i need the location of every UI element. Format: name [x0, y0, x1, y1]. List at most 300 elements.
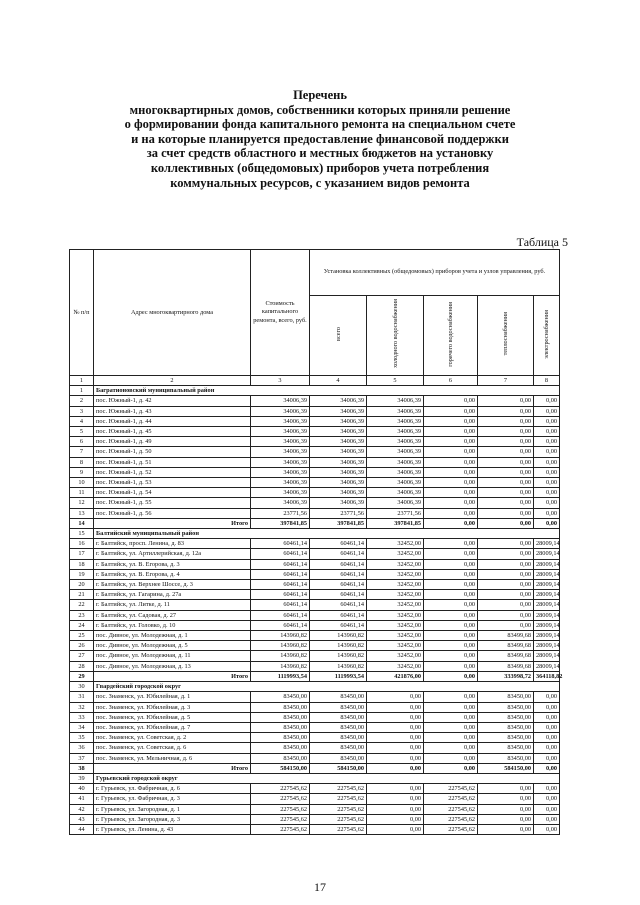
- value-cell: 28009,14: [534, 580, 560, 590]
- header-heat: теплоснабжения: [478, 296, 534, 376]
- row-number: 34: [70, 722, 94, 732]
- address-cell: пос. Южный-1, д. 42: [94, 396, 251, 406]
- value-cell: 0,00: [534, 457, 560, 467]
- table-row: [70, 784, 560, 794]
- value-cell: 0,00: [424, 702, 478, 712]
- table-row: [70, 427, 560, 437]
- value-cell: 34006,39: [251, 427, 310, 437]
- value-cell: 0,00: [424, 743, 478, 753]
- value-cell: 0,00: [478, 416, 534, 426]
- address-cell: пос. Знаменск, ул. Юбилейная, д. 7: [94, 722, 251, 732]
- value-cell: 34006,39: [367, 416, 424, 426]
- row-number: 29: [70, 671, 94, 681]
- value-cell: 28009,14: [534, 549, 560, 559]
- header-num: № п/п: [70, 250, 94, 376]
- value-cell: 23771,56: [367, 508, 424, 518]
- value-cell: 0,00: [367, 814, 424, 824]
- value-cell: 0,00: [534, 437, 560, 447]
- value-cell: 143960,82: [251, 641, 310, 651]
- table-row: [70, 814, 560, 824]
- value-cell: 83450,00: [478, 692, 534, 702]
- value-cell: 0,00: [534, 508, 560, 518]
- title-line: коллективных (общедомовых) приборов учета потребления: [150, 160, 490, 175]
- value-cell: 0,00: [424, 631, 478, 641]
- value-cell: 143960,82: [310, 661, 367, 671]
- row-number: 13: [70, 508, 94, 518]
- value-cell: 0,00: [367, 824, 424, 834]
- value-cell: 0,00: [534, 722, 560, 732]
- value-cell: 83450,00: [251, 722, 310, 732]
- table-row: [70, 712, 560, 722]
- table-row: [70, 620, 560, 630]
- value-cell: 60461,14: [310, 620, 367, 630]
- value-cell: 83450,00: [478, 722, 534, 732]
- address-cell: пос. Знаменск, ул. Мельничная, д. 6: [94, 753, 251, 763]
- value-cell: 83450,00: [478, 712, 534, 722]
- row-number: 24: [70, 620, 94, 630]
- value-cell: 34006,39: [367, 396, 424, 406]
- value-cell: 143960,82: [310, 651, 367, 661]
- value-cell: 60461,14: [310, 590, 367, 600]
- value-cell: 32452,00: [367, 610, 424, 620]
- address-cell: г. Балтийск, просп. Ленина, д. 83: [94, 539, 251, 549]
- title-line: и на которые планируется предоставление финансовой поддержки: [131, 131, 509, 146]
- value-cell: 227545,62: [251, 814, 310, 824]
- value-cell: 0,00: [424, 457, 478, 467]
- col-number: 4: [310, 376, 367, 386]
- address-cell: г. Гурьевск, ул. Фабричная, д. 6: [94, 784, 251, 794]
- table-row: [70, 631, 560, 641]
- value-cell: 60461,14: [251, 610, 310, 620]
- table-row: [70, 733, 560, 743]
- header-elec: электроснабжения: [534, 296, 560, 376]
- row-number: 28: [70, 661, 94, 671]
- value-cell: 0,00: [534, 702, 560, 712]
- value-cell: 32452,00: [367, 569, 424, 579]
- value-cell: 227545,62: [251, 804, 310, 814]
- header-address: Адрес многоквартирного дома: [94, 250, 251, 376]
- value-cell: 83450,00: [251, 743, 310, 753]
- title-line: Перечень: [293, 88, 347, 102]
- value-cell: 0,00: [424, 620, 478, 630]
- value-cell: 34006,39: [310, 498, 367, 508]
- value-cell: 28009,14: [534, 620, 560, 630]
- table-row: [70, 692, 560, 702]
- value-cell: 0,00: [478, 488, 534, 498]
- table-row: [70, 396, 560, 406]
- value-cell: 0,00: [534, 467, 560, 477]
- value-cell: 34006,39: [251, 396, 310, 406]
- value-cell: 0,00: [534, 478, 560, 488]
- value-cell: 0,00: [367, 692, 424, 702]
- header-hot: горячего водоснабжения: [424, 296, 478, 376]
- total-value: 584150,00: [478, 763, 534, 773]
- total-value: 584150,00: [310, 763, 367, 773]
- value-cell: 0,00: [534, 814, 560, 824]
- value-cell: 227545,62: [251, 784, 310, 794]
- table-row: [70, 641, 560, 651]
- table-row: [70, 580, 560, 590]
- value-cell: 0,00: [478, 447, 534, 457]
- value-cell: 0,00: [424, 488, 478, 498]
- value-cell: 34006,39: [367, 478, 424, 488]
- total-value: 0,00: [478, 518, 534, 528]
- value-cell: 0,00: [478, 457, 534, 467]
- col-number: 1: [70, 376, 94, 386]
- row-number: 7: [70, 447, 94, 457]
- title-line: многоквартирных домов, собственники которых приняли решение: [129, 102, 511, 117]
- value-cell: 143960,82: [310, 631, 367, 641]
- row-number: 3: [70, 406, 94, 416]
- row-number: 33: [70, 712, 94, 722]
- value-cell: 34006,39: [251, 488, 310, 498]
- value-cell: 227545,62: [424, 804, 478, 814]
- header-cost: Стоимость капитального ремонта, всего, руб.: [251, 250, 310, 376]
- value-cell: 0,00: [424, 467, 478, 477]
- value-cell: 34006,39: [251, 478, 310, 488]
- section-name: Гвардейский городской округ: [94, 682, 560, 692]
- row-number: 23: [70, 610, 94, 620]
- value-cell: 34006,39: [251, 457, 310, 467]
- value-cell: 0,00: [424, 733, 478, 743]
- value-cell: 83450,00: [478, 753, 534, 763]
- value-cell: 83450,00: [478, 733, 534, 743]
- total-label: Итого: [94, 763, 251, 773]
- value-cell: 32452,00: [367, 620, 424, 630]
- value-cell: 227545,62: [251, 794, 310, 804]
- value-cell: 60461,14: [310, 559, 367, 569]
- row-number: 9: [70, 467, 94, 477]
- value-cell: 83450,00: [251, 712, 310, 722]
- table-row: [70, 447, 560, 457]
- row-number: 40: [70, 784, 94, 794]
- address-cell: пос. Знаменск, ул. Советская, д. 6: [94, 743, 251, 753]
- total-value: 0,00: [534, 763, 560, 773]
- address-cell: г. Балтийск, ул. В. Егорова, д. 4: [94, 569, 251, 579]
- document-title: [60, 88, 580, 190]
- value-cell: 0,00: [534, 712, 560, 722]
- table-row: [70, 569, 560, 579]
- value-cell: 28009,14: [534, 590, 560, 600]
- value-cell: 0,00: [534, 753, 560, 763]
- value-cell: 0,00: [367, 743, 424, 753]
- table-row: [70, 437, 560, 447]
- total-label: Итого: [94, 671, 251, 681]
- address-cell: пос. Дивное, ул. Молодежная, д. 11: [94, 651, 251, 661]
- total-value: 333998,72: [478, 671, 534, 681]
- value-cell: 34006,39: [367, 427, 424, 437]
- value-cell: 0,00: [424, 559, 478, 569]
- value-cell: 34006,39: [251, 437, 310, 447]
- table-row: [70, 753, 560, 763]
- value-cell: 0,00: [478, 467, 534, 477]
- table-row: [70, 406, 560, 416]
- value-cell: 0,00: [424, 437, 478, 447]
- value-cell: 60461,14: [251, 549, 310, 559]
- row-number: 16: [70, 539, 94, 549]
- total-value: 364118,82: [534, 671, 560, 681]
- value-cell: 0,00: [367, 794, 424, 804]
- table-row: [70, 559, 560, 569]
- value-cell: 34006,39: [367, 437, 424, 447]
- value-cell: 0,00: [478, 559, 534, 569]
- section-name: Багратионовский муниципальный район: [94, 386, 560, 396]
- value-cell: 28009,14: [534, 641, 560, 651]
- table-row: [70, 488, 560, 498]
- value-cell: 0,00: [534, 692, 560, 702]
- value-cell: 0,00: [424, 641, 478, 651]
- value-cell: 0,00: [478, 569, 534, 579]
- value-cell: 0,00: [424, 712, 478, 722]
- address-cell: г. Гурьевск, ул. Фабричная, д. 3: [94, 794, 251, 804]
- address-cell: пос. Южный-1, д. 50: [94, 447, 251, 457]
- value-cell: 28009,14: [534, 539, 560, 549]
- page-number: 17: [314, 880, 326, 894]
- value-cell: 83450,00: [251, 692, 310, 702]
- value-cell: 32452,00: [367, 661, 424, 671]
- address-cell: г. Балтийск, ул. Головко, д. 10: [94, 620, 251, 630]
- address-cell: пос. Знаменск, ул. Юбилейная, д. 1: [94, 692, 251, 702]
- total-value: 584150,00: [251, 763, 310, 773]
- row-number: 6: [70, 437, 94, 447]
- address-cell: пос. Южный-1, д. 45: [94, 427, 251, 437]
- value-cell: 0,00: [424, 447, 478, 457]
- row-number: 11: [70, 488, 94, 498]
- row-number: 14: [70, 518, 94, 528]
- total-row: [70, 671, 560, 681]
- row-number: 35: [70, 733, 94, 743]
- value-cell: 0,00: [534, 488, 560, 498]
- value-cell: 32452,00: [367, 600, 424, 610]
- table-row: [70, 590, 560, 600]
- value-cell: 227545,62: [310, 824, 367, 834]
- value-cell: 34006,39: [251, 406, 310, 416]
- section-row: [70, 682, 560, 692]
- total-row: [70, 518, 560, 528]
- value-cell: 60461,14: [251, 600, 310, 610]
- value-cell: 0,00: [478, 814, 534, 824]
- value-cell: 0,00: [367, 753, 424, 763]
- address-cell: г. Гурьевск, ул. Загородная, д. 1: [94, 804, 251, 814]
- address-cell: пос. Южный-1, д. 44: [94, 416, 251, 426]
- address-cell: пос. Знаменск, ул. Юбилейная, д. 3: [94, 702, 251, 712]
- row-number: 17: [70, 549, 94, 559]
- table-row: [70, 610, 560, 620]
- total-value: 0,00: [424, 763, 478, 773]
- value-cell: 60461,14: [310, 600, 367, 610]
- table-row: [70, 539, 560, 549]
- table-row: [70, 498, 560, 508]
- value-cell: 227545,62: [424, 814, 478, 824]
- value-cell: 60461,14: [310, 539, 367, 549]
- value-cell: 60461,14: [251, 569, 310, 579]
- row-number: 1: [70, 386, 94, 396]
- value-cell: 60461,14: [251, 539, 310, 549]
- row-number: 30: [70, 682, 94, 692]
- value-cell: 0,00: [424, 427, 478, 437]
- value-cell: 60461,14: [251, 559, 310, 569]
- value-cell: 0,00: [534, 733, 560, 743]
- value-cell: 83450,00: [310, 692, 367, 702]
- row-number: 39: [70, 773, 94, 783]
- table-row: [70, 467, 560, 477]
- total-value: 0,00: [424, 671, 478, 681]
- row-number: 36: [70, 743, 94, 753]
- value-cell: 0,00: [478, 794, 534, 804]
- table-label: Таблица 5: [516, 235, 568, 249]
- row-number: 12: [70, 498, 94, 508]
- row-number: 41: [70, 794, 94, 804]
- value-cell: 0,00: [424, 396, 478, 406]
- section-name: Гурьевский городской округ: [94, 773, 560, 783]
- value-cell: 83450,00: [310, 702, 367, 712]
- header-group: Установка коллективных (общедомовых) приборов учета и узлов управления, руб.: [310, 250, 560, 296]
- col-number: 6: [424, 376, 478, 386]
- col-number: 8: [534, 376, 560, 386]
- section-row: [70, 773, 560, 783]
- value-cell: 83450,00: [310, 733, 367, 743]
- address-cell: пос. Южный-1, д. 49: [94, 437, 251, 447]
- row-number: 4: [70, 416, 94, 426]
- total-value: 397841,85: [251, 518, 310, 528]
- value-cell: 34006,39: [310, 478, 367, 488]
- row-number: 18: [70, 559, 94, 569]
- value-cell: 0,00: [478, 549, 534, 559]
- value-cell: 34006,39: [367, 447, 424, 457]
- address-cell: пос. Южный-1, д. 56: [94, 508, 251, 518]
- row-number: 38: [70, 763, 94, 773]
- value-cell: 60461,14: [310, 569, 367, 579]
- address-cell: г. Гурьевск, ул. Загородная, д. 3: [94, 814, 251, 824]
- title-line: коммунальных ресурсов, с указанием видов ремонта: [170, 175, 470, 190]
- total-value: 421876,00: [367, 671, 424, 681]
- value-cell: 143960,82: [251, 631, 310, 641]
- value-cell: 32452,00: [367, 651, 424, 661]
- value-cell: 0,00: [478, 478, 534, 488]
- address-cell: пос. Южный-1, д. 51: [94, 457, 251, 467]
- row-number: 20: [70, 580, 94, 590]
- value-cell: 0,00: [534, 794, 560, 804]
- value-cell: 0,00: [424, 406, 478, 416]
- address-cell: пос. Южный-1, д. 43: [94, 406, 251, 416]
- value-cell: 83499,68: [478, 631, 534, 641]
- header-cold: холодного водоснабжения: [367, 296, 424, 376]
- address-cell: пос. Южный-1, д. 53: [94, 478, 251, 488]
- address-cell: пос. Дивное, ул. Молодежная, д. 5: [94, 641, 251, 651]
- total-value: 397841,85: [367, 518, 424, 528]
- value-cell: 0,00: [534, 396, 560, 406]
- value-cell: 227545,62: [251, 824, 310, 834]
- value-cell: 0,00: [424, 610, 478, 620]
- value-cell: 0,00: [478, 590, 534, 600]
- value-cell: 0,00: [424, 478, 478, 488]
- value-cell: 34006,39: [251, 467, 310, 477]
- address-cell: г. Балтийск, ул. В. Егорова, д. 3: [94, 559, 251, 569]
- value-cell: 32452,00: [367, 559, 424, 569]
- value-cell: 23771,56: [251, 508, 310, 518]
- address-cell: пос. Южный-1, д. 52: [94, 467, 251, 477]
- value-cell: 34006,39: [367, 457, 424, 467]
- value-cell: 32452,00: [367, 539, 424, 549]
- value-cell: 0,00: [424, 753, 478, 763]
- value-cell: 0,00: [424, 569, 478, 579]
- address-cell: г. Балтийск, ул. Литке, д. 11: [94, 600, 251, 610]
- row-number: 42: [70, 804, 94, 814]
- value-cell: 34006,39: [310, 416, 367, 426]
- row-number: 8: [70, 457, 94, 467]
- table-row: [70, 794, 560, 804]
- value-cell: 0,00: [424, 600, 478, 610]
- value-cell: 83450,00: [478, 702, 534, 712]
- row-number: 37: [70, 753, 94, 763]
- value-cell: 0,00: [424, 661, 478, 671]
- value-cell: 60461,14: [310, 549, 367, 559]
- value-cell: 227545,62: [310, 794, 367, 804]
- value-cell: 34006,39: [251, 416, 310, 426]
- row-number: 43: [70, 814, 94, 824]
- total-value: 397841,85: [310, 518, 367, 528]
- value-cell: 60461,14: [251, 580, 310, 590]
- value-cell: 0,00: [534, 824, 560, 834]
- value-cell: 34006,39: [310, 406, 367, 416]
- value-cell: 0,00: [424, 539, 478, 549]
- value-cell: 0,00: [534, 416, 560, 426]
- header-row: [70, 250, 560, 296]
- value-cell: 0,00: [478, 539, 534, 549]
- value-cell: 227545,62: [310, 814, 367, 824]
- value-cell: 32452,00: [367, 631, 424, 641]
- value-cell: 0,00: [478, 610, 534, 620]
- value-cell: 32452,00: [367, 580, 424, 590]
- value-cell: 32452,00: [367, 590, 424, 600]
- col-number: 2: [94, 376, 251, 386]
- address-cell: пос. Дивное, ул. Молодежная, д. 1: [94, 631, 251, 641]
- value-cell: 60461,14: [251, 620, 310, 630]
- table-row: [70, 478, 560, 488]
- value-cell: 83450,00: [310, 753, 367, 763]
- section-row: [70, 386, 560, 396]
- address-cell: пос. Южный-1, д. 54: [94, 488, 251, 498]
- value-cell: 0,00: [424, 580, 478, 590]
- value-cell: 83450,00: [478, 743, 534, 753]
- value-cell: 83450,00: [310, 712, 367, 722]
- table-row: [70, 661, 560, 671]
- value-cell: 0,00: [424, 498, 478, 508]
- value-cell: 83499,68: [478, 661, 534, 671]
- value-cell: 0,00: [478, 580, 534, 590]
- value-cell: 0,00: [534, 427, 560, 437]
- total-value: 0,00: [534, 518, 560, 528]
- value-cell: 83499,68: [478, 641, 534, 651]
- row-number: 21: [70, 590, 94, 600]
- value-cell: 0,00: [478, 620, 534, 630]
- data-table: [69, 249, 563, 835]
- col-number: 5: [367, 376, 424, 386]
- value-cell: 34006,39: [310, 488, 367, 498]
- section-row: [70, 529, 560, 539]
- value-cell: 0,00: [478, 427, 534, 437]
- value-cell: 0,00: [478, 508, 534, 518]
- table-row: [70, 651, 560, 661]
- value-cell: 0,00: [534, 498, 560, 508]
- value-cell: 60461,14: [251, 590, 310, 600]
- value-cell: 34006,39: [310, 437, 367, 447]
- table-row: [70, 457, 560, 467]
- total-value: 1119993,54: [251, 671, 310, 681]
- value-cell: 227545,62: [424, 784, 478, 794]
- value-cell: 0,00: [478, 824, 534, 834]
- value-cell: 28009,14: [534, 610, 560, 620]
